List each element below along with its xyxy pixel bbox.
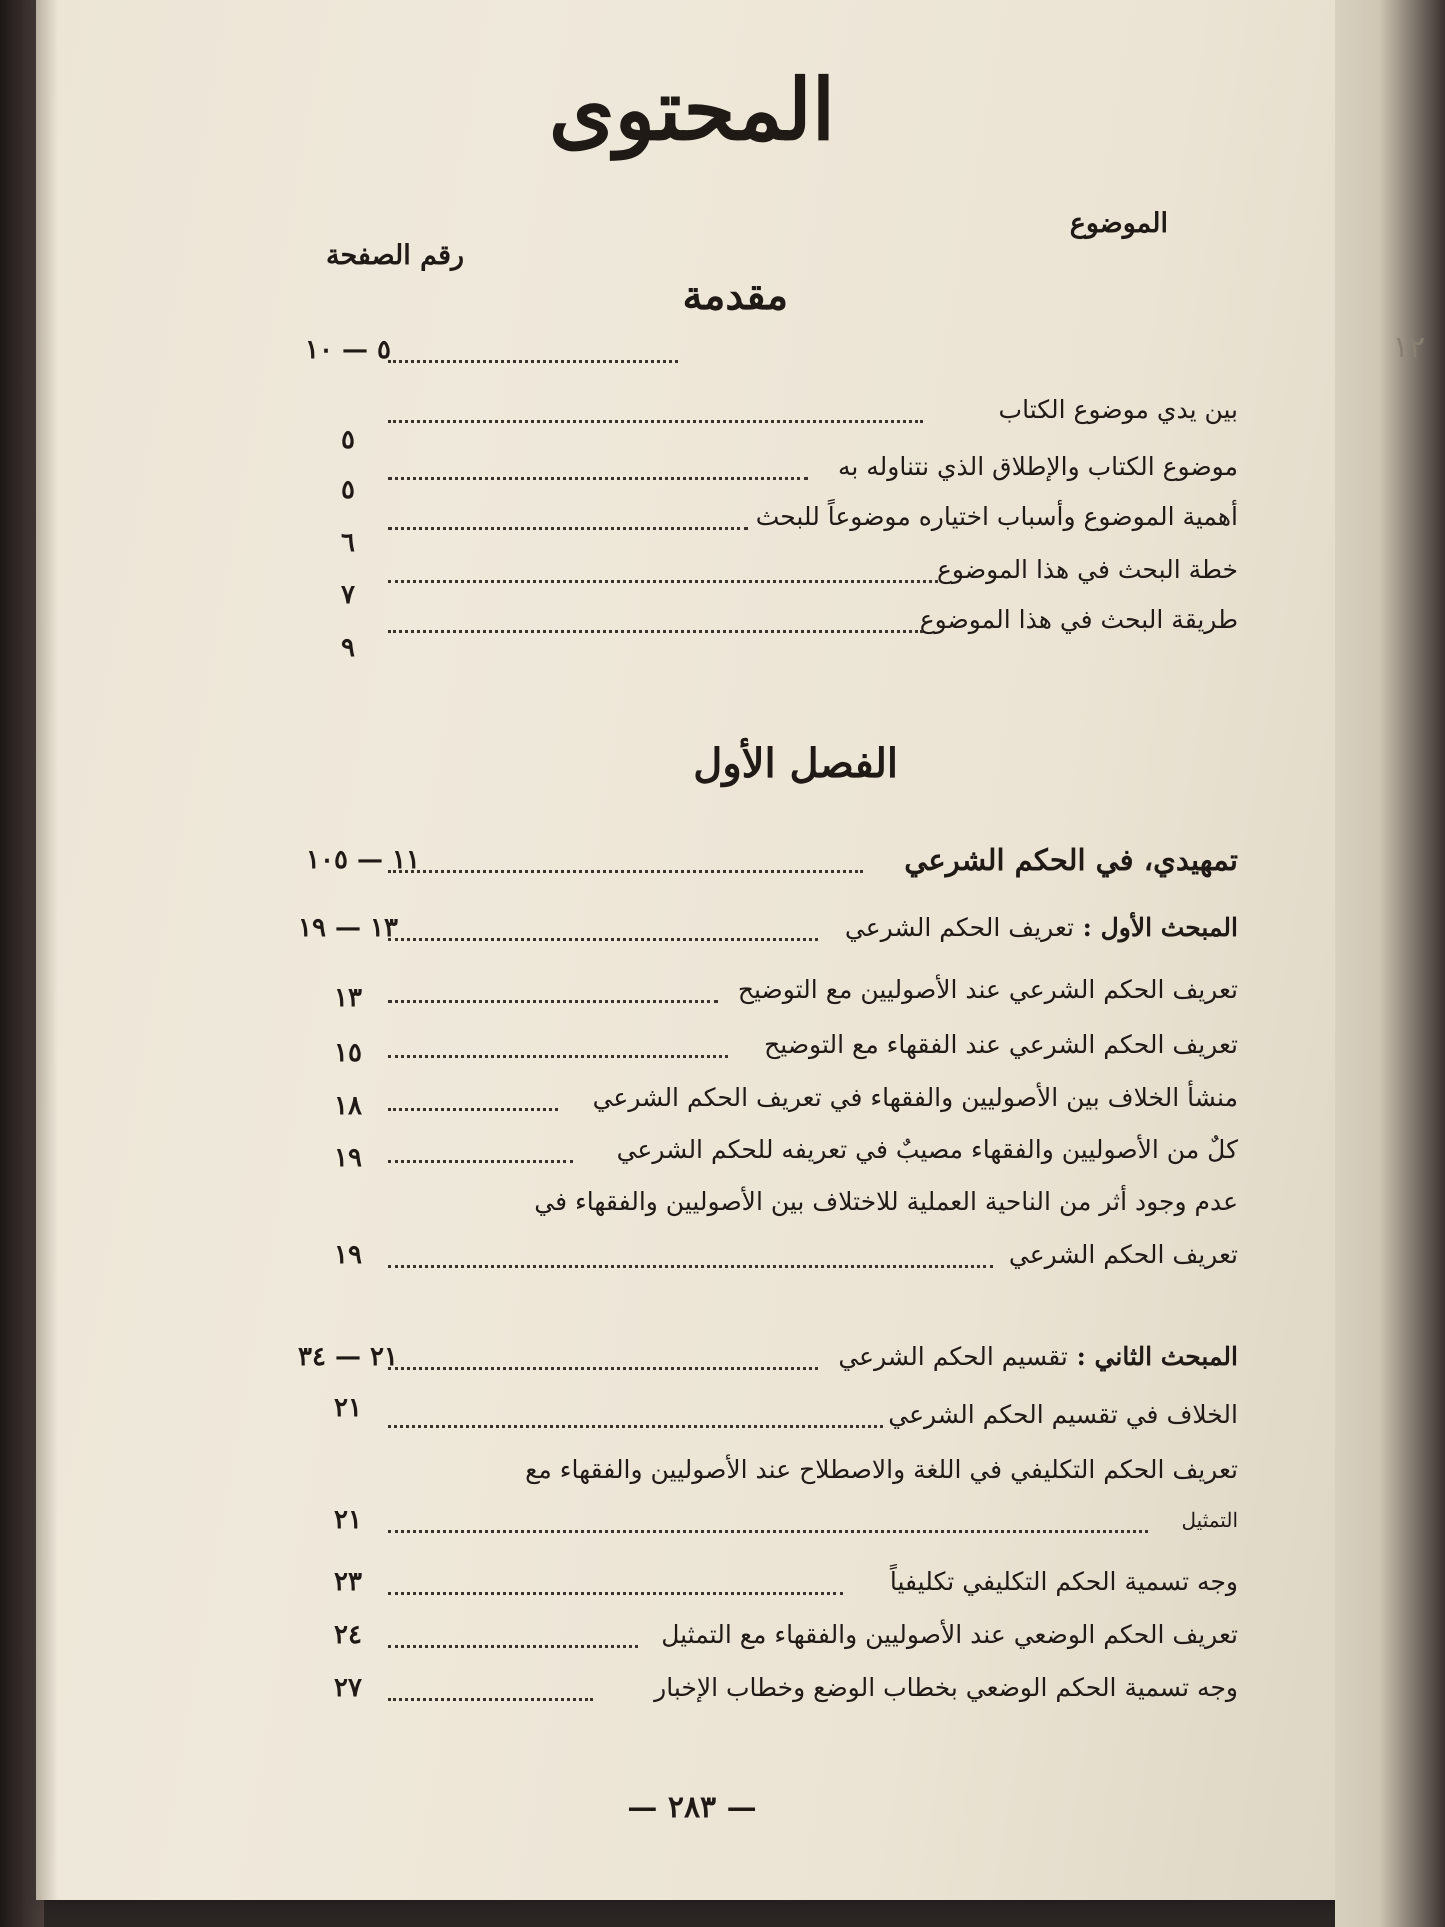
toc-entry-text: وجه تسمية الحكم التكليفي تكليفياً [889, 1567, 1238, 1596]
toc-entry-text: تعريف الحكم الوضعي عند الأصوليين والفقهاء مع التمثيل [661, 1620, 1238, 1649]
toc-entry-text: تعريف الحكم الشرعي عند الأصوليين مع التوضيح [737, 975, 1238, 1004]
toc-entry-page-only [288, 1086, 1238, 1126]
section-row [288, 908, 1238, 948]
dotted-leader [388, 1367, 818, 1370]
page-number: ٥ [341, 425, 355, 455]
page-number: ٦ [341, 528, 355, 558]
section-row [288, 1337, 1238, 1377]
adjacent-page-edge [1335, 0, 1445, 1927]
page-gutter-shadow [36, 0, 58, 1900]
toc-entry-text: أهمية الموضوع وأسباب اختياره موضوعاً للبحث [755, 502, 1238, 531]
page-number: ٢٣ [334, 1567, 362, 1597]
toc-entry-text: وجه تسمية الحكم الوضعي بخطاب الوضع وخطاب الإخبار [654, 1673, 1238, 1702]
toc-entry-text: موضوع الكتاب والإطلاق الذي نتناوله به [837, 452, 1238, 481]
toc-entry-text: منشأ الخلاف بين الأصوليين والفقهاء في تعريف الحكم الشرعي [592, 1083, 1238, 1112]
page-number: ١٨ [334, 1091, 362, 1121]
dotted-leader [388, 360, 678, 363]
page-number: ١٣ [334, 983, 362, 1013]
chapter-heading: الفصل الأول [693, 740, 898, 787]
toc-entry-text: الخلاف في تقسيم الحكم الشرعي [888, 1400, 1238, 1429]
toc-entry-page-only [288, 1138, 1238, 1178]
chapter-subheading-row [288, 840, 1238, 880]
toc-entry-page-only [288, 1033, 1238, 1073]
intro-heading-row [288, 330, 1238, 370]
book-page [36, 0, 1348, 1900]
column-heading-topic: الموضوع [1069, 208, 1168, 239]
dotted-leader [388, 1698, 593, 1701]
section-title: تقسيم الحكم الشرعي [838, 1342, 1068, 1371]
page-number-footer: — ٢٨٣ — [627, 1790, 757, 1825]
page-number: ٧ [341, 580, 355, 610]
page-number: ٢٧ [334, 1673, 362, 1703]
page-number: ١٩ [334, 1240, 362, 1270]
page-number: ٥ [341, 475, 355, 505]
toc-entry-text: كلٌ من الأصوليين والفقهاء مصيبٌ في تعريفه للحكم الشرعي [616, 1135, 1238, 1164]
toc-entry [288, 1668, 1238, 1708]
toc-entry-page-only [288, 978, 1238, 1018]
page-number: ٩ [341, 633, 355, 663]
page-number: ٢١ [334, 1505, 362, 1535]
toc-entry-wrapped [288, 1235, 1238, 1275]
page-title: المحتوى [548, 60, 836, 159]
section-heading [845, 908, 1238, 948]
dotted-leader [388, 1645, 638, 1648]
toc-entry-text-line1: تعريف الحكم التكليفي في اللغة والاصطلاح عند الأصوليين والفقهاء مع [525, 1455, 1238, 1484]
toc-entry-text-line2: تعريف الحكم الشرعي [1008, 1240, 1238, 1269]
page-number: ٢٤ [334, 1620, 362, 1650]
page-number: ١٥ [334, 1038, 362, 1068]
dotted-leader [388, 1530, 1148, 1533]
toc-entry [288, 1615, 1238, 1655]
page-range: ١١ — ١٠٥ [306, 845, 420, 875]
page-range: ٥ — ١٠ [304, 335, 391, 365]
toc-entry [288, 1562, 1238, 1602]
toc-entry-text: خطة البحث في هذا الموضوع [937, 555, 1238, 584]
page-number: ٢١ [334, 1393, 362, 1423]
toc-entry-text-line2: التمثيل [1181, 1508, 1238, 1532]
toc-entry-text: تعريف الحكم الشرعي عند الفقهاء مع التوضيح [764, 1030, 1238, 1059]
section-heading [838, 1337, 1238, 1377]
page-range: ١٣ — ١٩ [298, 913, 398, 943]
dotted-leader [388, 1592, 843, 1595]
intro-heading: مقدمة [682, 272, 788, 319]
toc-entry-text: طريقة البحث في هذا الموضوع [919, 605, 1238, 634]
toc-entry-wrapped [288, 1500, 1238, 1540]
chapter-subheading: تمهيدي، في الحكم الشرعي [904, 843, 1238, 877]
section-label: المبحث الثاني : [1067, 1342, 1238, 1371]
page-range: ٢١ — ٣٤ [298, 1342, 398, 1372]
toc-entry-page-only [288, 628, 1238, 668]
toc-entry-text-line1: عدم وجود أثر من الناحية العملية للاختلاف بين الأصوليين والفقهاء في [534, 1187, 1238, 1216]
dotted-leader [388, 870, 863, 873]
adjacent-page-glyph: ١٢ [1392, 330, 1425, 365]
section-title: تعريف الحكم الشرعي [844, 913, 1074, 942]
dotted-leader [388, 938, 818, 941]
dotted-leader [388, 1265, 993, 1268]
section-label: المبحث الأول : [1073, 913, 1238, 942]
toc-entry-page-only [288, 1388, 1238, 1428]
toc-entry-text: بين يدي موضوع الكتاب [998, 395, 1238, 424]
column-heading-page-number: رقم الصفحة [326, 240, 465, 271]
page-number: ١٩ [334, 1143, 362, 1173]
